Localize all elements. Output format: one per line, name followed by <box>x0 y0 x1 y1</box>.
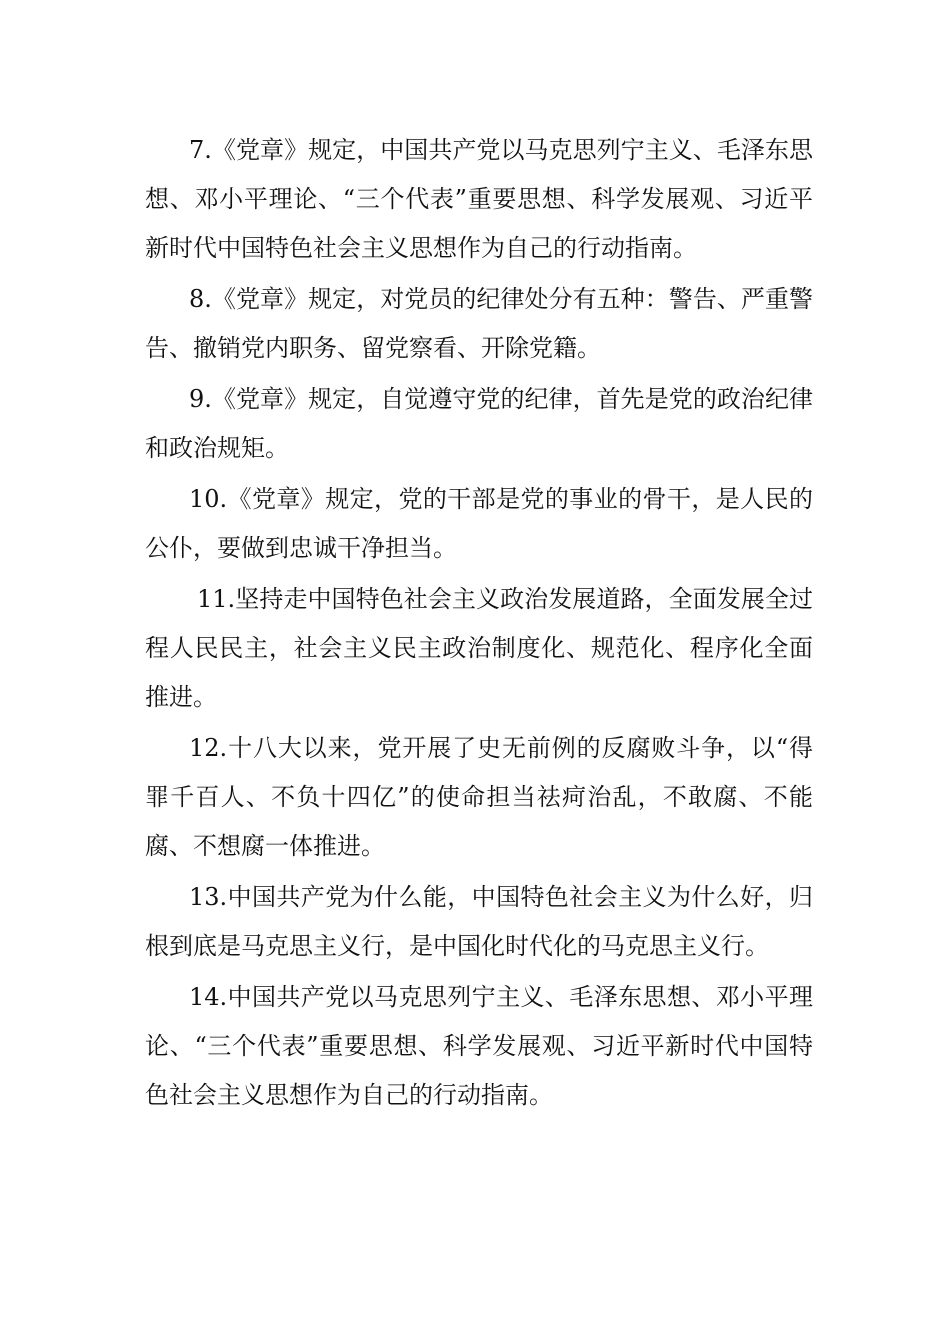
paragraph-11: 11.坚持走中国特色社会主义政治发展道路，全面发展全过程人民民主，社会主义民主政治制度化、规范化、程序化全面推进。 <box>145 585 813 711</box>
paragraph-14: 14.中国共产党以马克思列宁主义、毛泽东思想、邓小平理论、“三个代表”重要思想、科学发展观、习近平新时代中国特色社会主义思想作为自己的行动指南。 <box>145 983 813 1109</box>
paragraph-13: 13.中国共产党为什么能，中国特色社会主义为什么好，归根到底是马克思主义行，是中国化时代化的马克思主义行。 <box>145 883 813 960</box>
paragraph-12: 12.十八大以来，党开展了史无前例的反腐败斗争，以“得罪千百人、不负十四亿”的使命担当祛疴治乱，不敢腐、不能腐、不想腐一体推进。 <box>145 734 813 860</box>
document-body <box>145 126 813 1120</box>
paragraph-7: 7.《党章》规定，中国共产党以马克思列宁主义、毛泽东思想、邓小平理论、“三个代表”重要思想、科学发展观、习近平新时代中国特色社会主义思想作为自己的行动指南。 <box>145 136 813 262</box>
paragraph-8: 8.《党章》规定，对党员的纪律处分有五种：警告、严重警告、撤销党内职务、留党察看、开除党籍。 <box>145 285 813 362</box>
paragraph-10: 10.《党章》规定，党的干部是党的事业的骨干，是人民的公仆，要做到忠诚干净担当。 <box>145 485 813 562</box>
paragraph-9: 9.《党章》规定，自觉遵守党的纪律，首先是党的政治纪律和政治规矩。 <box>145 385 813 462</box>
